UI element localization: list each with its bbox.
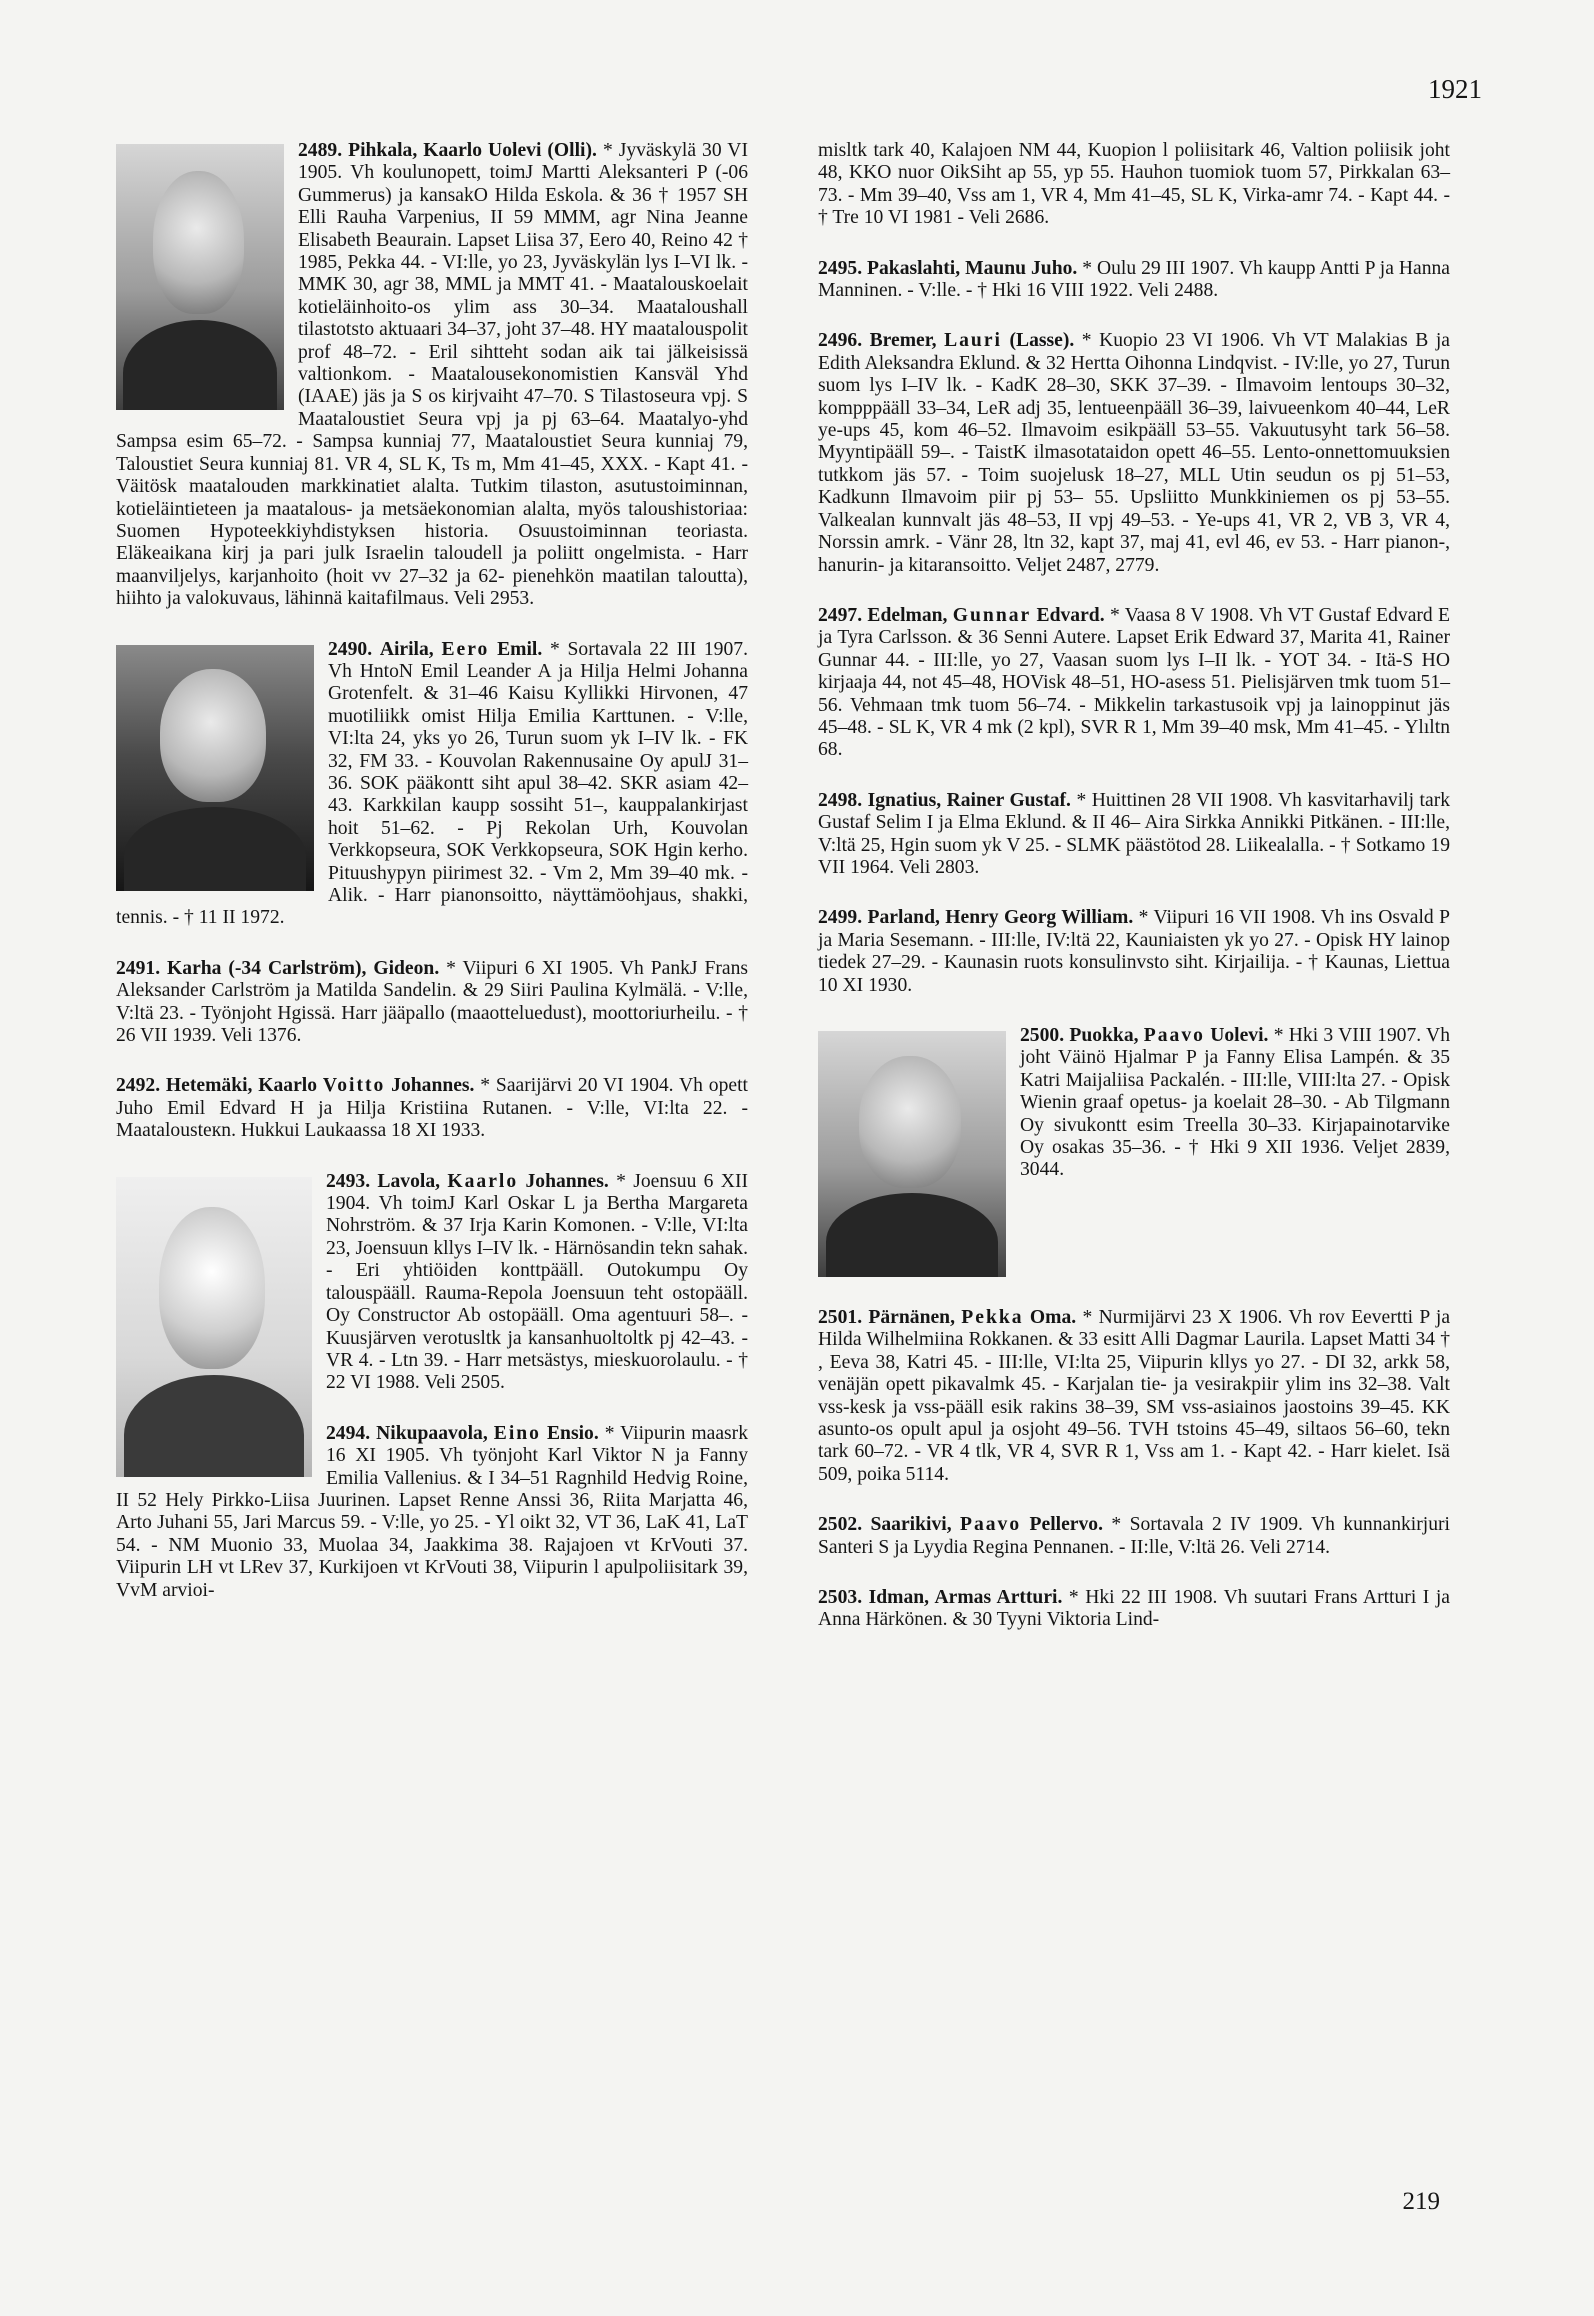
entry-name-calling: Pekka [961,1307,1024,1328]
entry-name-rest: Ensio. [546,1422,599,1444]
entry-name: Pakaslahti, Maunu Juho. [867,257,1078,279]
entry-name-calling: Gunnar [952,604,1032,626]
entry-name-calling: Eino [493,1422,541,1444]
entry-name-calling: Eero [441,638,490,660]
entry-name: Ignatius, Rainer Gustaf. [867,789,1071,811]
entry-text: * Joensuu 6 XII 1904. Vh toimJ Karl Oskar L ja Bertha Margareta Nohrström. & 37 Irja Karin Komonen. - V:lle, VI:lta 23, Joensuun kllys I–IV lk. - Härnösandin tekn sahak. - Eri yhtiöiden konttpääll. Outokumpu Oy talouspääll. Rauma-Repola Joensuun teht ostopääll. Oy Constructor Ab ostopääll. Oma agentuuri 58–. - Kuusjärven verotusltk ja kansanhuoltoltk pj 42–43. - VR 4. - Ltn 39. - Harr metsästys, mieskuorolaulu. - † 22 VI 1988. Veli 2505. [326,1170,748,1394]
entry-2499 [818,907,1450,997]
entry-name-rest: Johannes. [525,1170,609,1192]
entry-2501 [818,1307,1450,1486]
entry-name-surname: Nikupaavola, [376,1422,488,1444]
entry-2503 [818,1587,1450,1632]
entry-2494-continued [818,140,1450,230]
entry-text: * Viipurin maasrk 16 XI 1905. Vh työnjoht Karl Viktor N ja Fanny Emilia Vallenius. & I 34–51 Ragnhild Hedvig Roine, II 52 Hely Pirkko-Liisa Juurinen. Lapset Renne Anssi 36, Riita Marjatta 46, Arto Juhani 55, Jari Marcus 59. - V:lle, yo 25. - Yl oikt 32, VT 36, LaK 41, LaT 54. - NM Muonio 33, Muolaa 34, Jaakkima 38. Rajajoen vt KrVouti 37. Viipurin LH vt LRev 37, Kurkijoen vt KrVouti 38, Viipurin l apulpoliisitark 39, VvM arvioi- [116,1422,748,1601]
entry-name-surname: Lavola, [377,1170,441,1192]
entry-2496 [818,330,1450,576]
entry-number: 2491. [116,957,161,979]
entry-name: Idman, Armas Artturi. [868,1587,1063,1609]
entry-number: 2496. [818,330,863,352]
entry-name-calling: Paavo [960,1514,1022,1536]
entry-text: * Viipuri 6 XI 1905. Vh PankJ Frans Aleksander Carlström ja Matilda Sandelin. & 29 Siiri Paulina Kylmälä. - V:lle, V:ltä 23. - Työnjoht Hgissä. Harr jääpallo (maaotteluedust), moottoriurheilu. - † 26 VII 1939. Veli 1376. [116,957,749,1047]
entry-number: 2498. [818,789,863,811]
entry-number: 2503. [818,1587,863,1609]
right-column [818,140,1450,1660]
entry-text: * Vaasa 8 V 1908. Vh VT Gustaf Edvard E ja Tyra Carlsson. & 36 Senni Autere. Lapset Erik Edward 37, Marita 41, Rainer Gunnar 44. - III:lle, yo 27, Vaasan suom lys I–II lk. - YOT 34. - Itä-S HO kirjaaja 44, not 45–48, HOVisk 48–51, HO-asess 51. Pielisjärven tmk tuom 51–56. Vehmaan tmk tuom 56–74. - Mikkelin tarkastusoik vpj ja lainoppinut jäs 45–48. - SL K, VR 4 mk (2 kpl), SVR R 1, Mm 39–40 msk, Mm 41–45. - Ylıltn 68. [818,604,1451,761]
entry-name-surname: Pärnänen, [868,1307,955,1328]
entry-name-calling: Paavo [1143,1025,1205,1046]
entry-2497 [818,605,1450,762]
entry-name-surname: Saarikivi, [870,1514,952,1536]
entry-name-rest: Uolevi. [1210,1025,1269,1046]
entry-2489 [116,140,748,611]
entry-name-calling: Voitto [322,1075,386,1097]
entry-number: 2493. [326,1170,371,1192]
entry-name-surname: Hetemäki, Kaarlo [165,1075,318,1097]
entry-number: 2492. [116,1075,161,1097]
entry-text: misltk tark 40, Kalajoen NM 44, Kuopion l poliisitark 46, Valtion poliisik joht 48, KKO nuor OikSiht ap 55, yp 55. Hauhon tuomiok tuom 57, Pirkkalan 63–73. - Mm 39–40, Vss am 1, VR 4, Mm 41–45, SL K, Virka-amr 74. - Kapt 44. - † Tre 10 VI 1981 - Veli 2686. [818,140,1450,229]
page-year: 1921 [1428,74,1482,104]
entry-text: * Kuopio 23 VI 1906. Vh VT Malakias B ja Edith Aleksandra Eklund. & 32 Hertta Oihonna Lindqvist. - IV:lle, yo 27, Turun suom lys I–IV lk. - KadK 28–30, SKK 37–39. - Ilmavoim lentoups 30–32, kompppääll 33–34, LeR adj 35, lentueenpääll 36–39, laivueenkom 40–44, LeR ye-ups 45, kom 46–52. Ilmavoim esikpääll 53–55. Vakuutusyht tark 56–58. Myyntipääll 59–. - TaistK ilmasotataidon opett 46–55. Lento-onnettomuuksien tutkkom jäs 57. - Toim suojelusk 18–27, MLL Utin seudun os pj 51–53, Kadkunn Ilmavoim piir pj 53– 55. Upsliitto Munkkiniemen os pj 53–55. Valkealan kunnvalt jäs 48–53, II vpj 49–53. - Ye-ups 41, VR 2, VB 3, VR 4, Norssin amrk. - Vänr 28, ltn 32, kapt 37, maj 41, evl 46, ev 53. - Harr pianon-, hanurin- ja kitaransoitto. Veljet 2487, 2779. [818,330,1450,576]
entry-text: * Hki 3 VIII 1907. Vh joht Väinö Hjalmar P ja Fanny Elisa Lampén. & 35 Katri Maijaliisa Packalén. - III:lle, VIII:lta 27. - Opisk Wienin graaf opetus- ja koelait 28–30. - Ab Tilgmann Oy sivukontt esim Treella 30–33. Kirjapainotarvike Oy osakas 35–36. - † Hki 9 XII 1936. Veljet 2839, 3044. [1020,1025,1451,1181]
entry-name-rest: (Lasse). [1009,330,1075,352]
entry-2500 [818,1025,1450,1279]
portrait-photo-2493 [116,1177,312,1477]
entry-2490 [116,639,748,930]
entry-text: * Huittinen 28 VII 1908. Vh kasvitarhavilj tark Gustaf Selim I ja Elma Eklund. & II 46– Aira Sirkka Annikki Pitkänen. - III:lle, V:ltä 25, Hgin suom yk V 25. - SLMK päästötod 28. Liikealalla. - † Sotkamo 19 VII 1964. Veli 2803. [818,789,1451,878]
page-number: 219 [1402,2188,1440,2215]
entry-text: * Viipuri 16 VII 1908. Vh ins Osvald P ja Maria Sesemann. - III:lle, IV:ltä 22, Kauniaisten yk yo 27. - Opisk HY lainop tiedek 27–29. - Kaunasin ruots konsulinvsto siht. Kirjailija. - † Kaunas, Liettua 10 XI 1930. [818,907,1450,996]
entry-number: 2497. [818,604,863,626]
entry-name-surname: Puokka, [1069,1025,1139,1046]
entry-name-calling: Kaarlo [447,1170,519,1192]
entry-text: * Jyväskylä 30 VI 1905. Vh koulunopett, toimJ Martti Aleksanteri P (-06 Gummerus) ja kansakO Hilda Eskola. & 36 † 1957 SH Elli Rauha Varpenius, II 59 MMM, agr Nina Jeanne Elisabeth Beaurain. Lapset Liisa 37, Eero 40, Reino 42 † 1985, Pekka 44. - VI:lle, yo 23, Jyväskylän lys I–VI lk. - MMK 30, agr 38, MML ja MMT 41. - Maatalouskoelait kotieläinhoito-os ylim ass 30–34. Maataloushall tilastotsto aktuaari 34–37, joht 37–48. HY maatalouspolit prof 48–72. - Eril sihtteht sodan aik tai jälkeisissä valtionkom. - Maatalousekonomistien Kansväl Yhd (IAAE) jäs ja S os kirjvaiht 47–70. S Tilastoseura vpj. S Maataloustiet Seura vpj ja pj 63–64. Maatalyo-yhd Sampsa esim 65–72. - Sampsa kunniaj 77, Maataloustiet Seura kunniaj 79, Taloustiet Seura kunniaj 81. VR 4, SL K, Ts m, Mm 41–45, XXX. - Kapt 41. - Väitösk maatalouden markkinatiet alalta. Tutkim tilaston, asutustoiminnan, kotieläintieteen ja maatalous- ja metsäekonomian alalta, myös taloushistoriaa: Suomen Hypoteekkiyhdistyksen historia. Osuustoiminnan teoriasta. Eläkeaikana kirj ja pari julk Israelin taloudell ja poliitt ongelmista. - Harr maanviljelys, karjanhoito (hoit vv 27–32 ja 62- pienehkön maatilan taloutta), hiihto ja valokuvaus, lähinnä kaitafilmaus. Veli 2953. [116,140,748,610]
entry-name: Parland, Henry Georg William. [867,907,1134,929]
entry-name-rest: Johannes. [391,1075,475,1097]
entry-text: * Oulu 29 III 1907. Vh kaupp Antti P ja Hanna Manninen. - V:lle. - † Hki 16 VIII 1922. Veli 2488. [818,257,1451,302]
entry-name-rest: Edvard. [1036,604,1105,626]
left-column [116,140,748,1630]
portrait-photo-2500 [818,1031,1006,1277]
entry-name: Karha (-34 Carlström), Gideon. [167,957,440,979]
entry-number: 2499. [818,907,863,929]
entry-number: 2494. [326,1422,371,1444]
entry-2491 [116,958,748,1048]
entry-name-rest: Emil. [497,638,543,660]
entry-number: 2500. [1020,1025,1065,1046]
entry-text: * Nurmijärvi 23 X 1906. Vh rov Eevertti P ja Hilda Wilhelmiina Rokkanen. & 33 esitt Alli Dagmar Laurila. Lapset Matti 34 † , Eeva 38, Katri 45. - III:lle, VI:lta 25, Viipurin kllys yo 27. - DI 32, arkk 58, venäjän opett pikavalmk 45. - Karjalan tie- ja vesirakpiir ylim ins 32–38. Valt vss-kesk ja vss-pääll esik rakins 38–39, SM vss-asiainos jaostoins 39–45. KK asunto-os opult apul ja osjoht 49–56. TVH tstoins 45–49, siltaos 56–60, tekn tark 60–72. - VR 4 tlk, VR 4, SVR R 1, Vss am 1. - Kapt 42. - Harr kielet. Isä 509, poika 5114. [818,1307,1451,1485]
entry-2495 [818,258,1450,303]
entry-2502 [818,1514,1450,1559]
entry-name-rest: Pellervo. [1029,1514,1103,1536]
entry-number: 2502. [818,1514,863,1536]
portrait-photo-2489 [116,144,284,410]
entry-name-surname: Edelman, [867,604,948,626]
entry-text: * Sortavala 2 IV 1909. Vh kunnankirjuri Santeri S ja Lyydia Regina Pennanen. - II:lle, V:ltä 26. Veli 2714. [818,1514,1450,1558]
entry-name-surname: Airila, [379,638,434,660]
entry-name: Pihkala, Kaarlo Uolevi (Olli). [348,140,597,161]
portrait-photo-2490 [116,645,314,891]
entry-number: 2490. [328,638,373,660]
entry-number: 2489. [298,140,343,161]
entry-text: * Saarijärvi 20 VI 1904. Vh opett Juho Emil Edvard H ja Hilja Kristiina Rutanen. - V:lle, VI:lta 22. - Maatalousteкn. Hukkui Laukaassa 18 XI 1933. [116,1075,748,1142]
entry-name-rest: Oma. [1029,1307,1077,1328]
entry-2498 [818,790,1450,880]
entry-text: * Sortavala 22 III 1907. Vh HntoN Emil Leander A ja Hilja Helmi Johanna Grotenfelt. & 31–46 Kaisu Kyllikki Hirvonen, 47 muotiliikk omist Hilja Emilia Karttunen. - V:lle, VI:lta 24, yks yo 26, Turun suom yk I–IV lk. - FK 32, FM 33. - Kouvolan Rakennusaine Oy apulJ 31–36. SOK pääkontt siht apul 38–42. SKR asiam 42–43. Karkkilan kaupp sossiht 51–, kauppalankirjast hoit 51–62. - Pj Rekolan Urh, Kouvolan Verkkopseura, SOK Verkkopseura, SOK Hgin kerho. Pituushypyn piirimest 32. - Vm 2, Mm 39–40 mk. - Alik. - Harr pianonsoitto, näyttämöohjaus, shakki, tennis. - † 11 II 1972. [116,638,748,929]
entry-name-calling: Lauri [944,330,1002,352]
entry-2492 [116,1075,748,1142]
entry-name-surname: Bremer, [869,330,937,352]
entry-2493 [116,1171,748,1395]
entry-number: 2501. [818,1307,863,1328]
entry-number: 2495. [818,257,863,279]
entry-text: * Hki 22 III 1908. Vh suutari Frans Artturi I ja Anna Härkönen. & 30 Tyyni Viktoria Lind- [818,1587,1450,1631]
